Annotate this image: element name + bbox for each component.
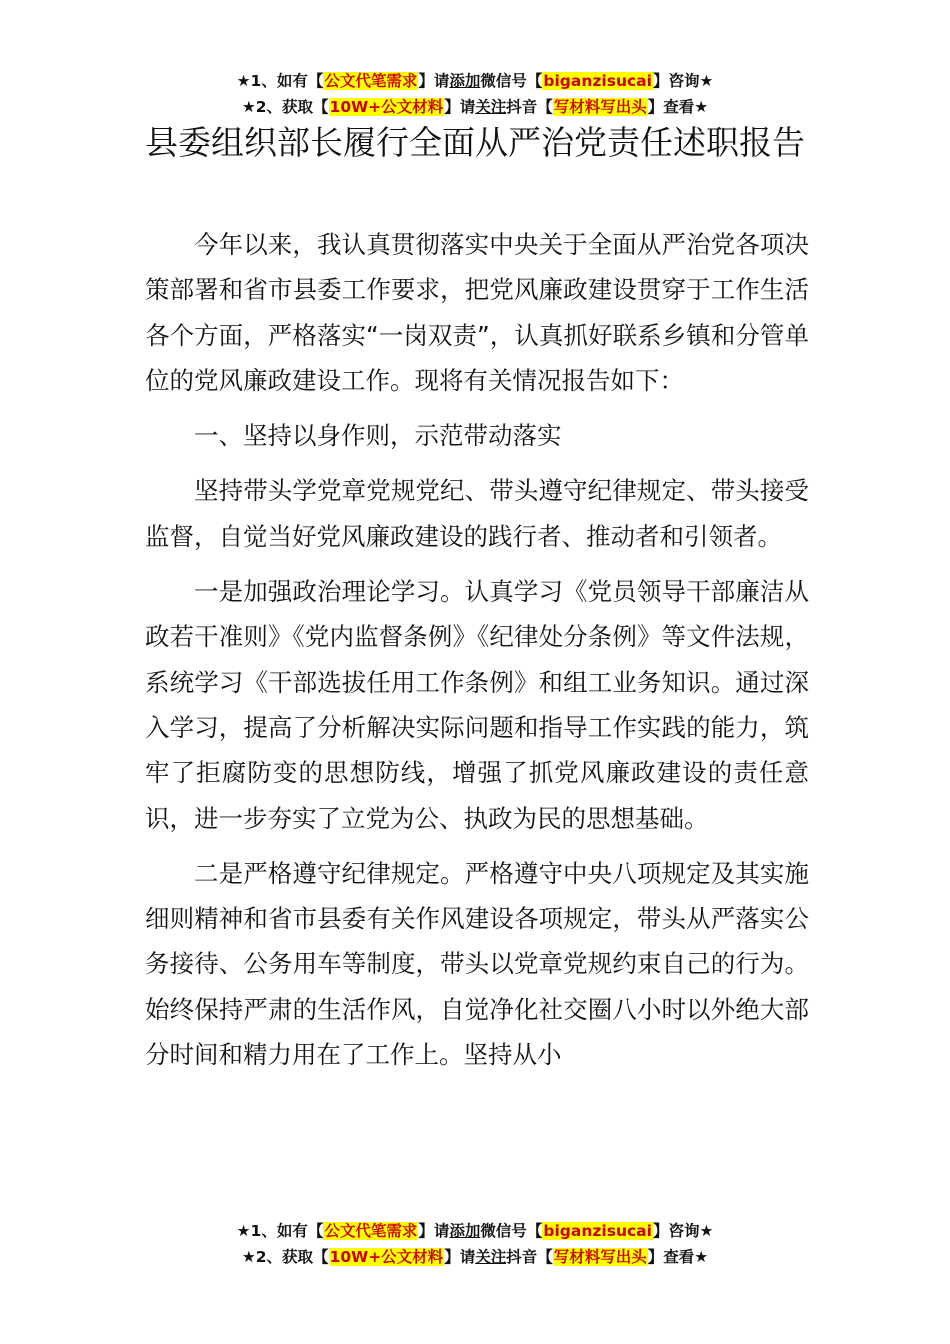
banner-text: ★1、如有【 xyxy=(236,1222,324,1240)
banner-text: ★2、获取【 xyxy=(241,1248,329,1266)
banner-text: 抖音【 xyxy=(506,1248,553,1266)
banner-underline: 添加 xyxy=(449,1222,481,1240)
banner-line-1 xyxy=(0,1218,950,1244)
banner-text: 】咨询★ xyxy=(652,72,714,90)
banner-text: 】请 xyxy=(418,1222,450,1240)
banner-highlight: 公文代笔需求 xyxy=(324,72,418,90)
banner-text: 微信号【 xyxy=(480,72,543,90)
banner-line-2 xyxy=(0,94,950,120)
banner-text: ★1、如有【 xyxy=(236,72,324,90)
banner-line-1 xyxy=(0,68,950,94)
document-body xyxy=(145,222,809,1087)
banner-line-2 xyxy=(0,1244,950,1270)
banner-text: 抖音【 xyxy=(506,98,553,116)
banner-underline: 关注 xyxy=(475,98,507,116)
banner-text: 】请 xyxy=(444,98,476,116)
paragraph-discipline: 二是严格遵守纪律规定。严格遵守中央八项规定及其实施细则精神和省市县委有关作风建设各项规定，带头从严落实公务接待、公务用车等制度，带头以党章党规约束自己的行为。始终保持严肃的生活作风，自觉净化社交圈八小时以外绝大部分时间和精力用在了工作上。坚持从小 xyxy=(145,858,809,1070)
banner-highlight: biganzisucai xyxy=(543,72,652,90)
banner-highlight: 写材料写出头 xyxy=(553,98,647,116)
paragraph-section-1-intro: 坚持带头学党章党规党纪、带头遵守纪律规定、带头接受监督，自觉当好党风廉政建设的践行者、推动者和引领者。 xyxy=(145,476,809,551)
banner-underline: 添加 xyxy=(449,72,481,90)
footer-banner xyxy=(0,1218,950,1270)
banner-text: 】查看★ xyxy=(647,1248,709,1266)
header-banner xyxy=(0,68,950,120)
banner-highlight: 写材料写出头 xyxy=(553,1248,647,1266)
paragraph-intro: 今年以来，我认真贯彻落实中央关于全面从严治党各项决策部署和省市县委工作要求，把党风廉政建设贯穿于工作生活各个方面，严格落实“一岗双责”，认真抓好联系乡镇和分管单位的党风廉政建设工作。现将有关情况报告如下： xyxy=(145,230,809,395)
document-title: 县委组织部长履行全面从严治党责任述职报告 xyxy=(145,123,805,162)
banner-highlight: biganzisucai xyxy=(543,1222,652,1240)
section-heading-1: 一、坚持以身作则，示范带动落实 xyxy=(194,421,562,451)
banner-text: 】请 xyxy=(418,72,450,90)
banner-highlight: 10W+公文材料 xyxy=(329,1248,444,1266)
banner-underline: 关注 xyxy=(475,1248,507,1266)
banner-text: 】请 xyxy=(444,1248,476,1266)
banner-text: ★2、获取【 xyxy=(241,98,329,116)
paragraph-political-study: 一是加强政治理论学习。认真学习《党员领导干部廉洁从政若干准则》《党内监督条例》《纪律处分条例》等文件法规，系统学习《干部选拔任用工作条例》和组工业务知识。通过深入学习，提高了分析解决实际问题和指导工作实践的能力，筑牢了拒腐防变的思想防线，增强了抓党风廉政建设的责任意识，进一步夯实了立党为公、执政为民的思想基础。 xyxy=(145,577,809,833)
banner-highlight: 公文代笔需求 xyxy=(324,1222,418,1240)
banner-text: 】咨询★ xyxy=(652,1222,714,1240)
banner-highlight: 10W+公文材料 xyxy=(329,98,444,116)
banner-text: 微信号【 xyxy=(480,1222,543,1240)
banner-text: 】查看★ xyxy=(647,98,709,116)
